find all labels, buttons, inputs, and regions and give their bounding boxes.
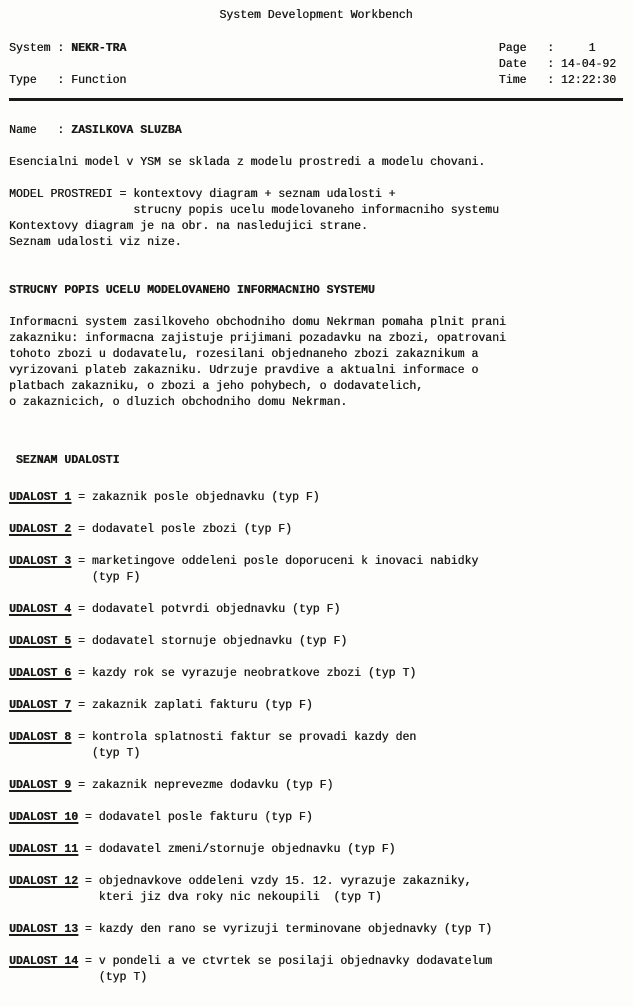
- event-item-10: [9, 810, 623, 826]
- purpose-line: platbach zakazniku, o zbozi a jeho pohybech, o dodavatelich,: [9, 380, 424, 393]
- equals-sign: =: [84, 843, 92, 856]
- model-prostredi-block: [9, 187, 623, 251]
- intro-paragraph: Esencialni model v YSM se sklada z modelu prostredi a modelu chovani.: [9, 156, 486, 169]
- type-label: Type: [9, 74, 37, 87]
- event-label: UDALOST 8: [9, 731, 72, 744]
- event-text-continuation: kteri jiz dva roky nic nekoupili (typ T): [98, 891, 382, 904]
- event-label: UDALOST 7: [9, 699, 72, 712]
- page-label: Page: [498, 42, 527, 55]
- event-text: zakaznik posle objednavku (typ F): [91, 491, 320, 504]
- colon: :: [547, 42, 554, 55]
- event-label: UDALOST 3: [9, 555, 72, 568]
- model-line: Seznam udalosti viz nize.: [9, 236, 182, 249]
- header-left-block: [9, 41, 126, 89]
- type-value: Function: [71, 74, 127, 87]
- name-value: ZASILKOVA SLUZBA: [71, 124, 182, 137]
- event-label: UDALOST 4: [9, 603, 72, 616]
- event-label: UDALOST 6: [9, 667, 72, 680]
- event-text: dodavatel zmeni/stornuje objednavku (typ F): [98, 843, 396, 856]
- event-label: UDALOST 14: [9, 955, 79, 968]
- event-label: UDALOST 13: [9, 923, 79, 936]
- page-value: 1: [588, 42, 596, 55]
- type-row: [9, 73, 126, 89]
- event-text: zakaznik neprevezme dodavku (typ F): [91, 779, 334, 792]
- event-item-4: [9, 602, 623, 618]
- equals-sign: =: [78, 491, 85, 504]
- event-label: UDALOST 9: [9, 779, 72, 792]
- equals-sign: =: [78, 555, 85, 568]
- event-item-5: [9, 634, 623, 650]
- colon: :: [547, 74, 554, 87]
- equals-sign: =: [78, 635, 85, 648]
- event-label: UDALOST 10: [9, 811, 79, 824]
- events-section-heading: SEZNAM UDALOSTI: [15, 454, 120, 467]
- name-row: [9, 123, 623, 139]
- date-label: Date: [498, 58, 527, 71]
- model-line: MODEL PROSTREDI = kontextovy diagram + seznam udalosti +: [9, 188, 396, 201]
- event-label: UDALOST 2: [9, 523, 72, 536]
- event-item-11: [9, 842, 623, 858]
- event-item-8: [9, 730, 623, 762]
- event-item-1: [9, 490, 623, 506]
- event-item-9: [9, 778, 623, 794]
- event-item-3: [9, 554, 623, 586]
- event-text: dodavatel stornuje objednavku (typ F): [91, 635, 348, 648]
- name-label: Name: [9, 124, 37, 137]
- event-text-continuation: (typ T): [98, 971, 148, 984]
- event-item-14: [9, 954, 623, 986]
- event-text: zakaznik zaplati fakturu (typ F): [91, 699, 313, 712]
- event-item-12: [9, 874, 623, 906]
- event-item-13: [9, 922, 623, 938]
- purpose-line: vyrizovani plateb zakazniku. Udrzuje pravdive a aktualni informace o: [9, 364, 479, 377]
- equals-sign: =: [78, 667, 85, 680]
- date-row: [499, 57, 623, 73]
- date-value: 14-04-92: [560, 58, 617, 71]
- model-line: Kontextovy diagram je na obr. na nasledujici strane.: [9, 220, 368, 233]
- equals-sign: =: [78, 779, 85, 792]
- event-label: UDALOST 1: [9, 491, 72, 504]
- event-text: dodavatel potvrdi objednavku (typ F): [91, 603, 341, 616]
- equals-sign: =: [78, 603, 85, 616]
- purpose-line: zakazniku: informacna zajistuje prijimani pozadavku na zbozi, opatrovani: [9, 332, 506, 345]
- event-label: UDALOST 12: [9, 875, 79, 888]
- event-label: UDALOST 5: [9, 635, 72, 648]
- purpose-line: Informacni system zasilkoveho obchodniho domu Nekrman pomaha plnit prani: [9, 316, 506, 329]
- event-text: kazdy rok se vyrazuje neobratkove zbozi (typ T): [91, 667, 417, 680]
- time-value: 12:22:30: [560, 74, 617, 87]
- equals-sign: =: [84, 875, 92, 888]
- event-text: kontrola splatnosti faktur se provadi kazdy den: [91, 731, 417, 744]
- header-right-block: [499, 41, 623, 89]
- purpose-line: o zakaznicich, o dluzich obchodniho domu Nekrman.: [9, 396, 348, 409]
- document-header: [9, 41, 623, 89]
- colon: :: [547, 58, 554, 71]
- page-row: [499, 41, 623, 57]
- event-item-6: [9, 666, 623, 682]
- event-item-7: [9, 698, 623, 714]
- document-title: System Development Workbench: [219, 9, 413, 22]
- equals-sign: =: [84, 955, 92, 968]
- event-text-continuation: (typ F): [91, 571, 141, 584]
- system-value: NEKR-TRA: [71, 42, 127, 55]
- event-label: UDALOST 11: [9, 843, 79, 856]
- events-list: [9, 490, 623, 986]
- event-text: dodavatel posle zbozi (typ F): [91, 523, 292, 536]
- event-text: objednavkove oddeleni vzdy 15. 12. vyrazuje zakazniky,: [98, 875, 472, 888]
- event-text-continuation: (typ T): [91, 747, 141, 760]
- equals-sign: =: [84, 811, 92, 824]
- event-text: v pondeli a ve ctvrtek se posilaji objednavky dodavatelum: [98, 955, 493, 968]
- system-row: [9, 41, 126, 57]
- time-row: [499, 73, 623, 89]
- purpose-line: tohoto zbozi u dodavatelu, rozesilani objednaneho zbozi zakaznikum a: [9, 348, 479, 361]
- system-label: System: [9, 42, 51, 55]
- colon: :: [57, 42, 65, 55]
- time-label: Time: [498, 74, 527, 87]
- horizontal-rule: [9, 98, 623, 101]
- purpose-paragraph: [9, 315, 623, 411]
- equals-sign: =: [84, 923, 92, 936]
- event-text: marketingove oddeleni posle doporuceni k inovaci nabidky: [91, 555, 479, 568]
- colon: :: [57, 124, 65, 137]
- event-item-2: [9, 522, 623, 538]
- equals-sign: =: [78, 523, 85, 536]
- purpose-section-heading: STRUCNY POPIS UCELU MODELOVANEHO INFORMACNIHO SYSTEMU: [9, 284, 375, 297]
- colon: :: [57, 74, 65, 87]
- equals-sign: =: [78, 699, 85, 712]
- event-text: kazdy den rano se vyrizuji terminovane objednavky (typ T): [98, 923, 493, 936]
- event-text: dodavatel posle fakturu (typ F): [98, 811, 313, 824]
- model-line-continuation: strucny popis ucelu modelovaneho informacniho systemu: [133, 204, 499, 217]
- equals-sign: =: [78, 731, 85, 744]
